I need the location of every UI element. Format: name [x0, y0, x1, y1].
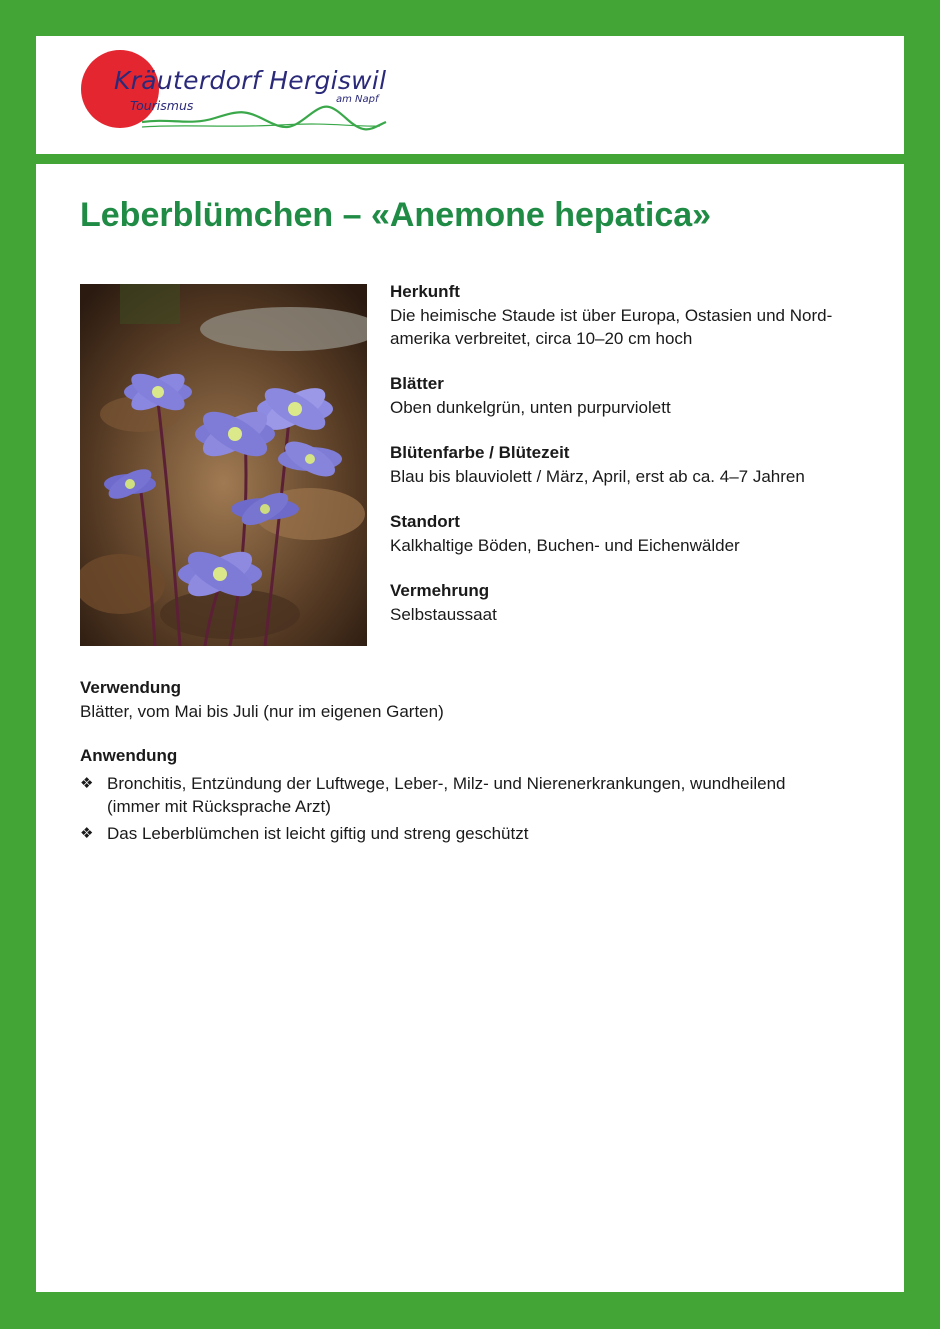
section-verwendung	[80, 676, 870, 723]
info-value: Die heimische Staude ist über Europa, Ostasien und Nord-	[390, 306, 833, 325]
list-item-line: (immer mit Rücksprache Arzt)	[107, 797, 331, 816]
flower-illustration	[80, 284, 367, 646]
anwendung-list	[80, 772, 870, 845]
logo-subtitle: Tourismus	[130, 98, 194, 113]
list-item	[80, 822, 870, 845]
logo-wave-2	[142, 124, 380, 127]
info-label: Standort	[390, 512, 460, 531]
info-block-bluetenfarbe	[390, 441, 870, 488]
info-block-herkunft	[390, 280, 870, 350]
logo-tagline: am Napf	[336, 94, 379, 105]
info-value: Selbstaussaat	[390, 605, 497, 624]
info-block-vermehrung	[390, 579, 870, 626]
info-blocks	[390, 280, 870, 648]
list-item	[80, 772, 870, 818]
diamond-bullet-icon: ❖	[80, 824, 94, 842]
info-value: Oben dunkelgrün, unten purpurviolett	[390, 398, 671, 417]
verwendung-text: Blätter, vom Mai bis Juli (nur im eigenen Garten)	[80, 702, 444, 721]
info-label: Blätter	[390, 374, 444, 393]
info-label: Vermehrung	[390, 581, 490, 600]
info-label: Herkunft	[390, 282, 460, 301]
anwendung-label: Anwendung	[80, 746, 178, 765]
info-block-blaetter	[390, 372, 870, 419]
section-anwendung	[80, 744, 870, 849]
logo-name: Kräuterdorf Hergiswil	[114, 66, 387, 95]
logo[interactable]	[80, 48, 400, 132]
info-label: Blütenfarbe / Blütezeit	[390, 443, 570, 462]
info-block-standort	[390, 510, 870, 557]
content-panel	[36, 164, 904, 1292]
verwendung-label: Verwendung	[80, 678, 182, 697]
list-item-line: Das Leberblümchen ist leicht giftig und streng geschützt	[107, 824, 529, 843]
info-value: Kalkhaltige Böden, Buchen- und Eichenwälder	[390, 536, 740, 555]
diamond-bullet-icon: ❖	[80, 774, 94, 792]
info-value: amerika verbreitet, circa 10–20 cm hoch	[390, 329, 693, 348]
list-item-line: Bronchitis, Entzündung der Luftwege, Leber-, Milz- und Nierenerkrankungen, wundheilend	[107, 774, 786, 793]
page-title: Leberblümchen – «Anemone hepatica»	[80, 196, 712, 234]
hepatica-flower-photo	[80, 284, 367, 646]
info-value: Blau bis blauviolett / März, April, erst ab ca. 4–7 Jahren	[390, 467, 805, 486]
header-panel	[36, 36, 904, 154]
